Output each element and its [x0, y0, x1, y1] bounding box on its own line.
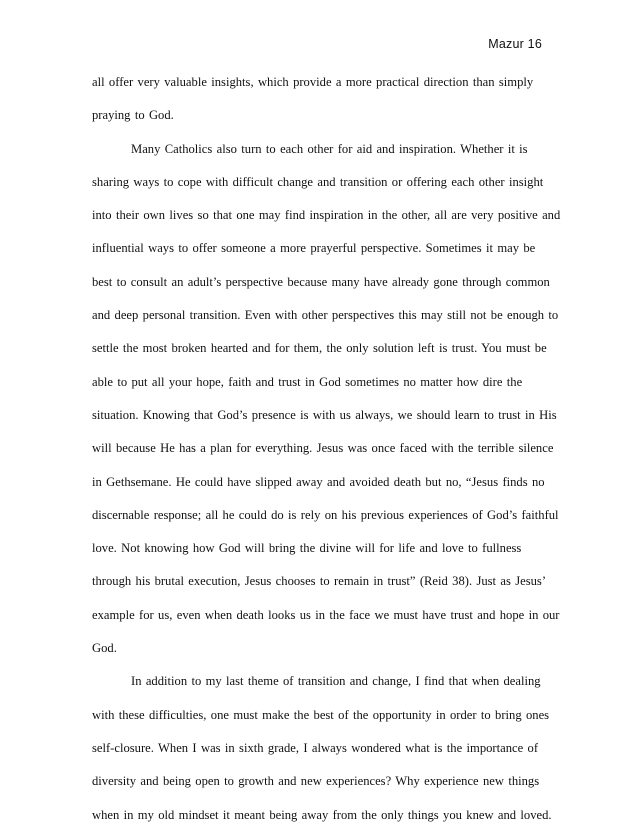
text-line: example for us, even when death looks us in the face we must have trust and hope in our: [92, 607, 560, 622]
text-line: settle the most broken hearted and for them, the only solution left is trust. You must be: [92, 341, 547, 356]
text-line: diversity and being open to growth and new experiences? Why experience new things: [92, 774, 540, 789]
text-line: and deep personal transition. Even with other perspectives this may still not be enough to: [92, 308, 559, 323]
text-line: when in my old mindset it meant being away from the only things you knew and loved.: [92, 807, 552, 822]
text-line: in Gethsemane. He could have slipped away and avoided death but no, “Jesus finds no: [92, 474, 545, 489]
text-line: influential ways to offer someone a more prayerful perspective. Sometimes it may be: [92, 241, 536, 256]
text-line: able to put all your hope, faith and trust in God sometimes no matter how dire the: [92, 374, 523, 389]
text-line: with these difficulties, one must make the best of the opportunity in order to bring ones: [92, 707, 550, 722]
text-line: best to consult an adult’s perspective because many have already gone through common: [92, 274, 550, 289]
text-line: through his brutal execution, Jesus chooses to remain in trust” (Reid 38). Just as Jesus’: [92, 574, 547, 589]
text-line: Many Catholics also turn to each other for aid and inspiration. Whether it is: [131, 141, 528, 156]
text-line: In addition to my last theme of transition and change, I find that when dealing: [131, 674, 541, 689]
body-text: [92, 66, 561, 832]
text-line: sharing ways to cope with difficult change and transition or offering each other insight: [92, 174, 544, 189]
text-line: will because He has a plan for everything. Jesus was once faced with the terrible silence: [92, 441, 554, 456]
text-line: into their own lives so that one may find inspiration in the other, all are very positive and: [92, 208, 561, 223]
text-line: praying to God.: [92, 108, 174, 123]
running-head: Mazur 16: [488, 37, 542, 51]
text-line: discernable response; all he could do is rely on his previous experiences of God’s faithful: [92, 507, 559, 522]
text-line: self-closure. When I was in sixth grade, I always wondered what is the importance of: [92, 740, 539, 755]
text-line: love. Not knowing how God will bring the divine will for life and love to fullness: [92, 541, 522, 556]
text-line: God.: [92, 641, 117, 656]
text-line: situation. Knowing that God’s presence is with us always, we should learn to trust in His: [92, 407, 557, 422]
text-line: all offer very valuable insights, which provide a more practical direction than simply: [92, 75, 534, 89]
